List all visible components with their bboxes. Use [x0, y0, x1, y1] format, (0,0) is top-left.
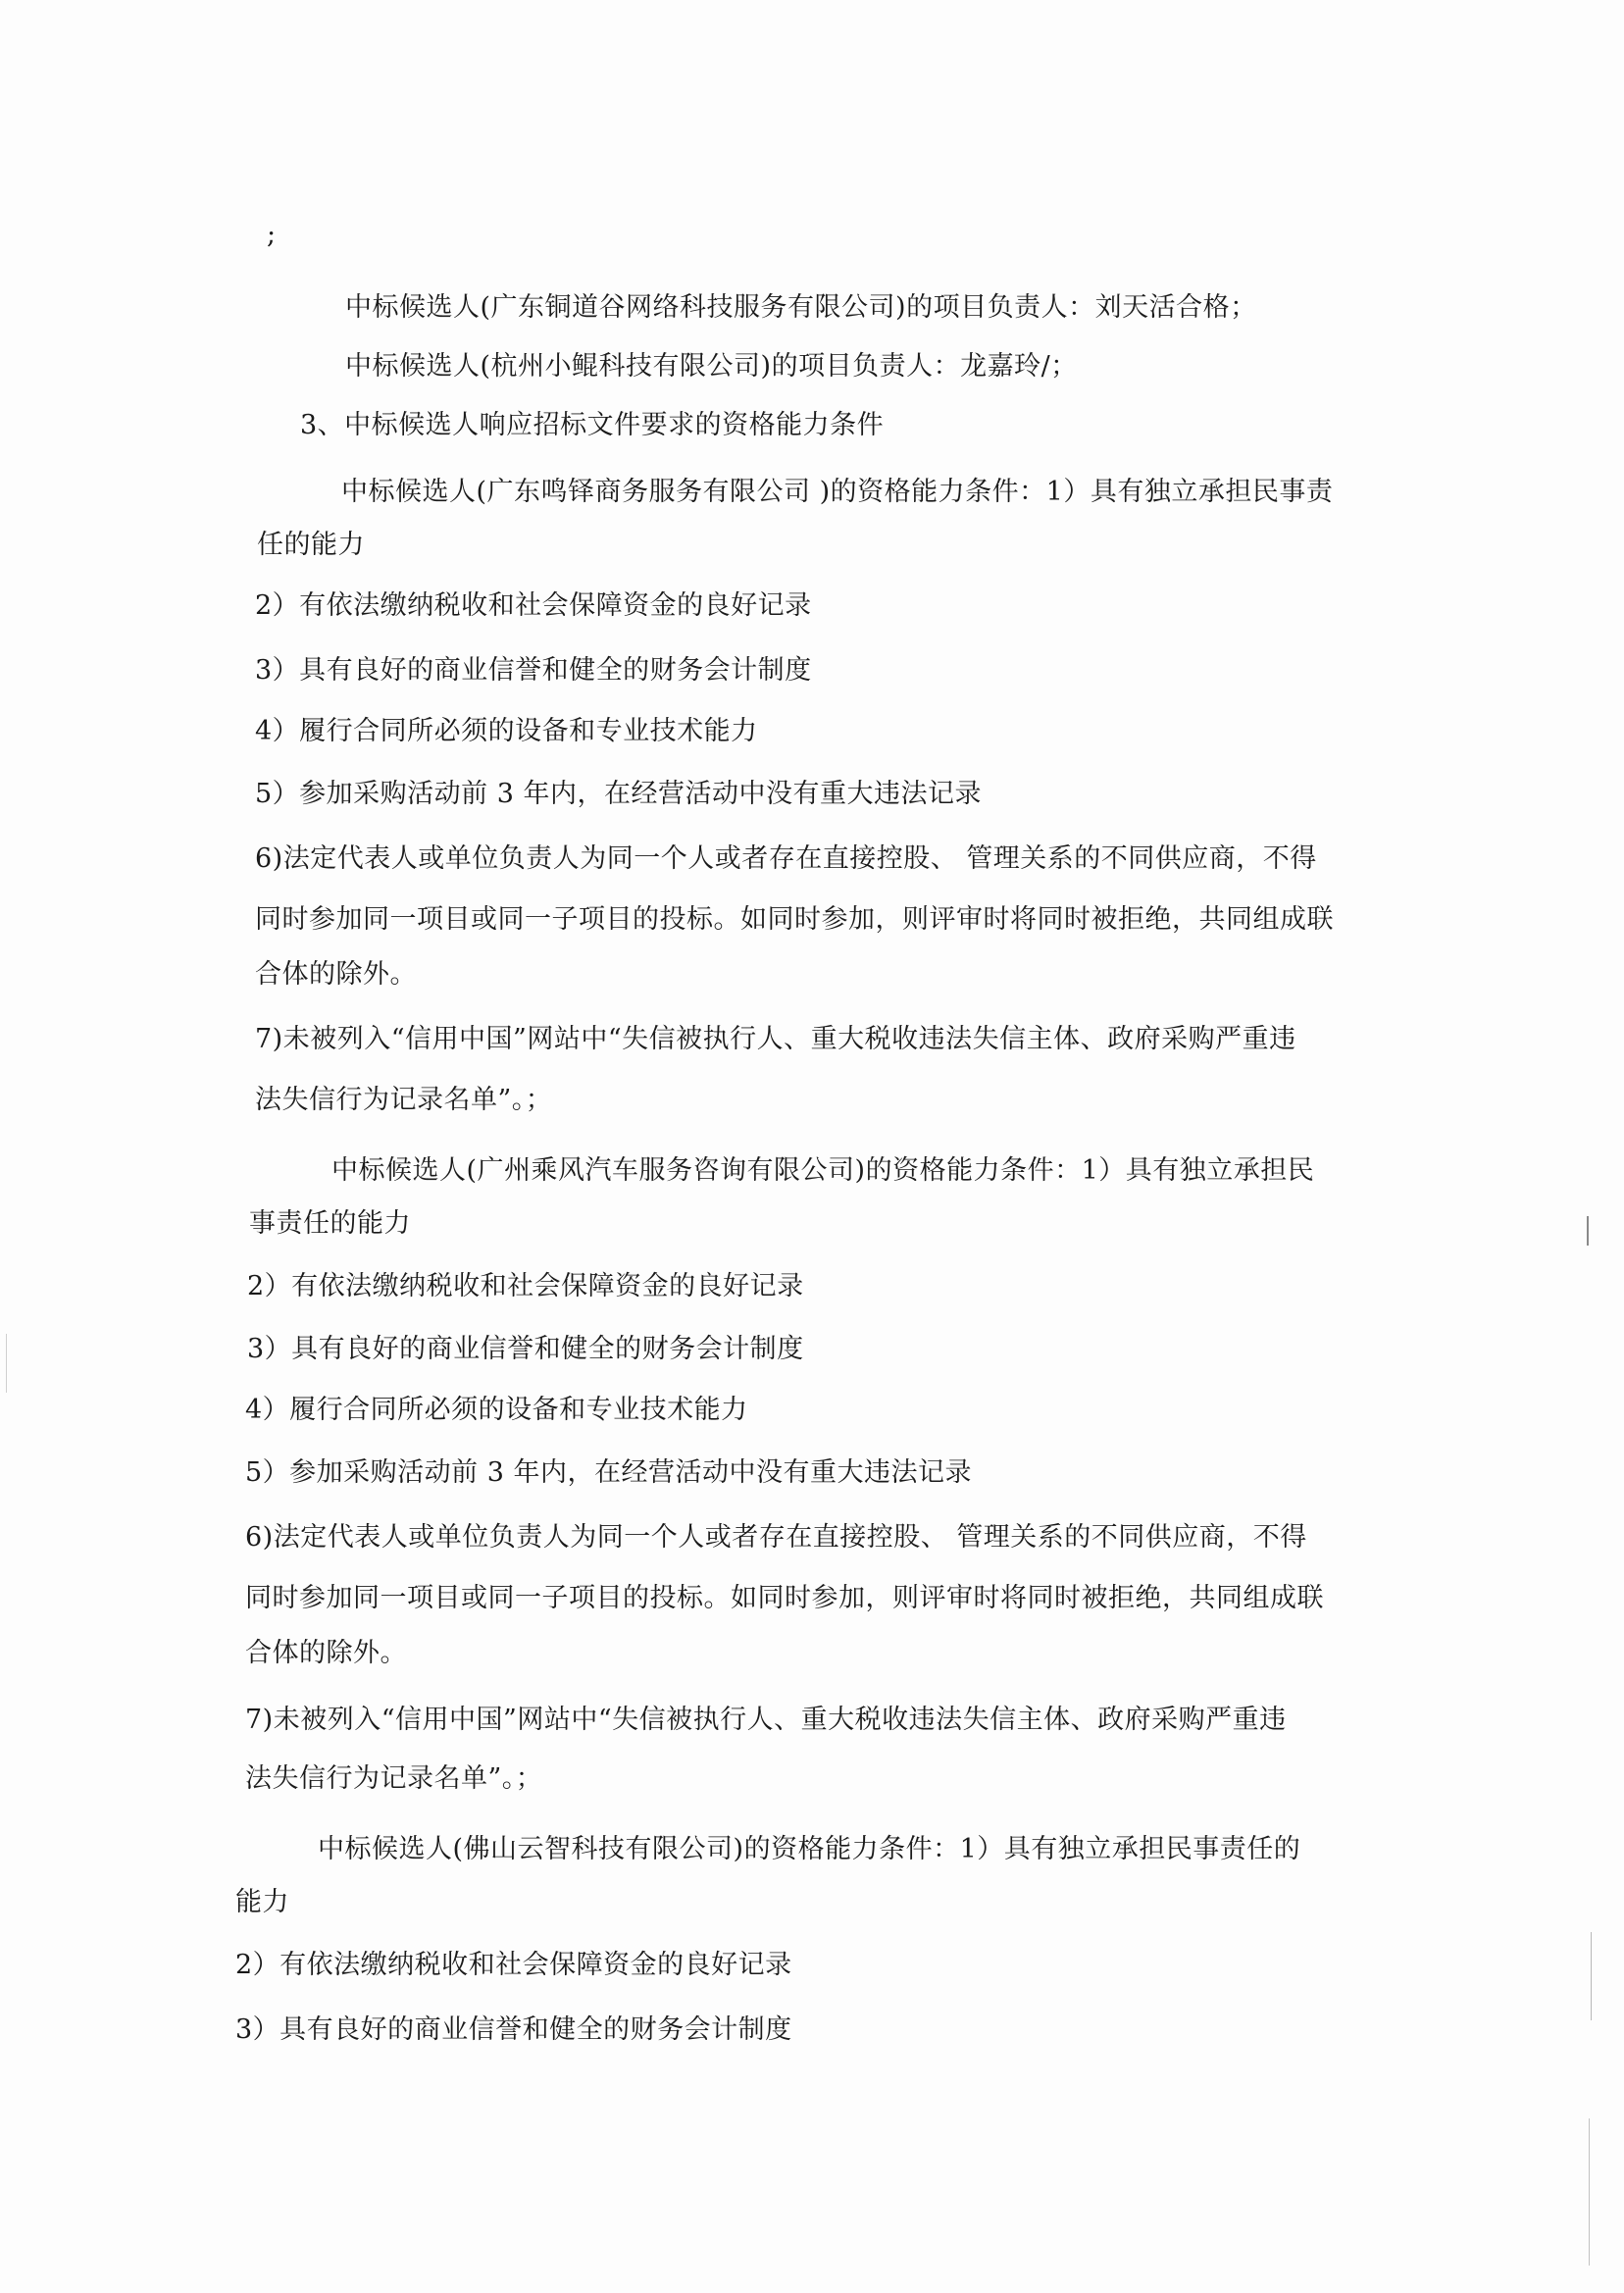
text-line: 3）具有良好的商业信誉和健全的财务会计制度 [255, 655, 812, 686]
text-line: 2）有依法缴纳税收和社会保障资金的良好记录 [247, 1271, 804, 1301]
scan-artifact [1589, 2118, 1590, 2266]
text-line: 同时参加同一项目或同一子项目的投标。如同时参加，则评审时将同时被拒绝，共同组成联 [245, 1583, 1324, 1613]
text-line: 事责任的能力 [249, 1208, 411, 1239]
text-line: 中标候选人(广东鸣铎商务服务有限公司 )的资格能力条件：1）具有独立承担民事责 [341, 477, 1334, 507]
text-line: 中标候选人(广州乘风汽车服务咨询有限公司)的资格能力条件：1）具有独立承担民 [331, 1155, 1315, 1186]
text-line: 3）具有良好的商业信誉和健全的财务会计制度 [235, 2014, 792, 2045]
text-line: 法失信行为记录名单”。； [245, 1763, 543, 1794]
text-line: 法失信行为记录名单”。； [255, 1085, 553, 1115]
text-line: 6)法定代表人或单位负责人为同一个人或者存在直接控股、 管理关系的不同供应商，不得 [245, 1522, 1307, 1553]
text-line: 2）有依法缴纳税收和社会保障资金的良好记录 [235, 1950, 792, 1980]
text-line: 合体的除外。 [245, 1638, 407, 1668]
text-line: 5）参加采购活动前 3 年内，在经营活动中没有重大违法记录 [245, 1457, 973, 1488]
text-line: 2）有依法缴纳税收和社会保障资金的良好记录 [255, 590, 812, 621]
text-line: 5）参加采购活动前 3 年内，在经营活动中没有重大违法记录 [255, 779, 983, 809]
text-line: 能力 [235, 1887, 289, 1917]
text-line: 任的能力 [257, 530, 365, 560]
text-line: 6)法定代表人或单位负责人为同一个人或者存在直接控股、 管理关系的不同供应商，不得 [255, 843, 1317, 874]
text-line: 7)未被列入“信用中国”网站中“失信被执行人、重大税收违法失信主体、政府采购严重违 [255, 1024, 1296, 1054]
text-line: ; [267, 220, 277, 250]
scan-artifact [1587, 1216, 1589, 1246]
section-heading: 3、中标候选人响应招标文件要求的资格能力条件 [300, 410, 885, 440]
text-line: 7)未被列入“信用中国”网站中“失信被执行人、重大税收违法失信主体、政府采购严重违 [245, 1705, 1287, 1735]
text-line: 中标候选人(杭州小鲲科技有限公司)的项目负责人：龙嘉玲/； [345, 351, 1078, 382]
text-line: 中标候选人(广东铜道谷网络科技服务有限公司)的项目负责人：刘天活合格； [345, 292, 1257, 323]
text-line: 4）履行合同所必须的设备和专业技术能力 [245, 1395, 748, 1425]
text-line: 3）具有良好的商业信誉和健全的财务会计制度 [247, 1334, 804, 1364]
text-line: 同时参加同一项目或同一子项目的投标。如同时参加，则评审时将同时被拒绝，共同组成联 [255, 904, 1334, 935]
text-line: 中标候选人(佛山云智科技有限公司)的资格能力条件：1）具有独立承担民事责任的 [318, 1834, 1301, 1864]
scan-artifact [6, 1334, 7, 1393]
text-line: 合体的除外。 [255, 959, 417, 990]
text-line: 4）履行合同所必须的设备和专业技术能力 [255, 716, 758, 746]
scan-artifact [1591, 1932, 1592, 2020]
